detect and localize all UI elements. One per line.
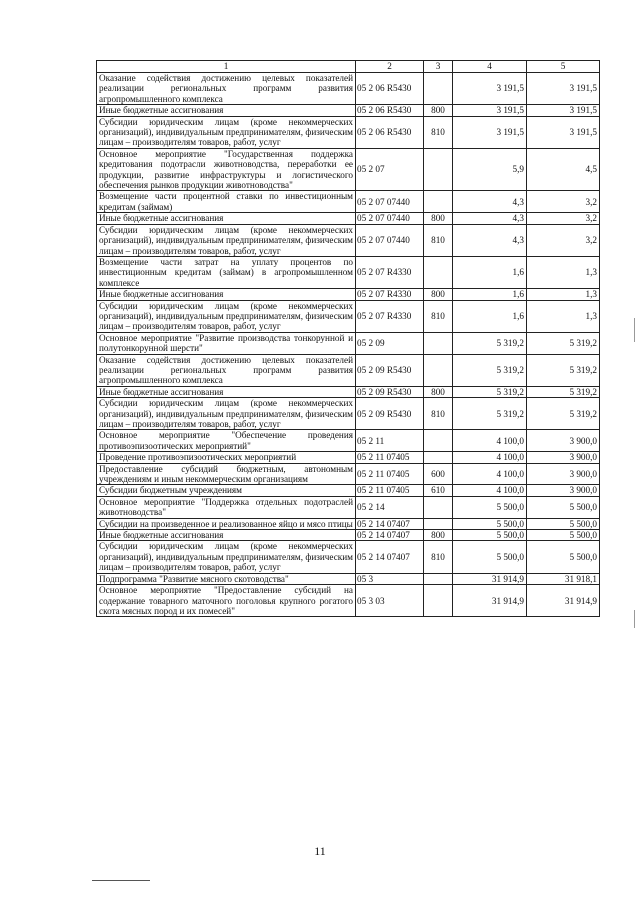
cell-amount-col4: 3 191,5 xyxy=(453,105,527,116)
cell-amount-col4: 5 319,2 xyxy=(453,354,527,386)
cell-code: 05 2 14 07407 xyxy=(356,518,424,529)
budget-table xyxy=(96,60,600,617)
cell-expense-kind: 810 xyxy=(424,116,453,148)
cell-expense-kind xyxy=(424,148,453,191)
cell-expense-kind: 810 xyxy=(424,300,453,332)
footer-divider xyxy=(92,880,150,881)
table-row xyxy=(97,585,600,617)
cell-amount-col4: 4 100,0 xyxy=(453,452,527,463)
header-col-1: 1 xyxy=(97,61,356,73)
cell-code: 05 2 11 07405 xyxy=(356,463,424,485)
cell-amount-col5: 1,3 xyxy=(527,300,600,332)
table-row xyxy=(97,148,600,191)
header-col-4: 4 xyxy=(453,61,527,73)
cell-name: Субсидии на произведенное и реализованное яйцо и мясо птицы xyxy=(97,518,356,529)
header-col-2: 2 xyxy=(356,61,424,73)
cell-code: 05 2 14 07407 xyxy=(356,530,424,541)
cell-amount-col4: 31 914,9 xyxy=(453,573,527,584)
cell-amount-col5: 3 900,0 xyxy=(527,485,600,496)
cell-expense-kind xyxy=(424,191,453,213)
cell-code: 05 2 09 R5430 xyxy=(356,354,424,386)
cell-code: 05 2 14 xyxy=(356,496,424,518)
cell-amount-col4: 31 914,9 xyxy=(453,585,527,617)
cell-amount-col5: 1,3 xyxy=(527,289,600,300)
cell-name: Иные бюджетные ассигнования xyxy=(97,386,356,397)
cell-expense-kind: 800 xyxy=(424,386,453,397)
table-row xyxy=(97,452,600,463)
cell-amount-col4: 5 500,0 xyxy=(453,541,527,573)
cell-amount-col4: 5 500,0 xyxy=(453,530,527,541)
table-row xyxy=(97,541,600,573)
cell-expense-kind: 800 xyxy=(424,105,453,116)
cell-code: 05 2 07 07440 xyxy=(356,191,424,213)
cell-code: 05 2 06 R5430 xyxy=(356,73,424,105)
cell-name: Предоставление субсидий бюджетным, автономным учреждениям и иным некоммерческим организациям xyxy=(97,463,356,485)
cell-amount-col4: 5 500,0 xyxy=(453,496,527,518)
table-row xyxy=(97,485,600,496)
cell-expense-kind: 810 xyxy=(424,398,453,430)
table-header-row xyxy=(97,61,600,73)
cell-code: 05 2 07 07440 xyxy=(356,224,424,256)
cell-amount-col5: 5 319,2 xyxy=(527,398,600,430)
cell-amount-col4: 5 319,2 xyxy=(453,386,527,397)
cell-amount-col5: 3 191,5 xyxy=(527,116,600,148)
cell-expense-kind: 610 xyxy=(424,485,453,496)
cell-amount-col4: 5 319,2 xyxy=(453,398,527,430)
cell-name: Подпрограмма "Развитие мясного скотоводства" xyxy=(97,573,356,584)
cell-amount-col5: 3 900,0 xyxy=(527,452,600,463)
cell-name: Возмещение части затрат на уплату процентов по инвестиционным кредитам (займам) в агропромышленном комплексе xyxy=(97,256,356,288)
cell-amount-col5: 4,5 xyxy=(527,148,600,191)
table-row xyxy=(97,224,600,256)
cell-code: 05 2 09 R5430 xyxy=(356,398,424,430)
cell-expense-kind xyxy=(424,452,453,463)
cell-name: Иные бюджетные ассигнования xyxy=(97,289,356,300)
cell-amount-col5: 5 319,2 xyxy=(527,386,600,397)
table-row xyxy=(97,496,600,518)
cell-amount-col5: 3 191,5 xyxy=(527,105,600,116)
cell-amount-col4: 4,3 xyxy=(453,224,527,256)
cell-expense-kind xyxy=(424,73,453,105)
cell-expense-kind xyxy=(424,496,453,518)
cell-amount-col5: 5 500,0 xyxy=(527,496,600,518)
table-row xyxy=(97,105,600,116)
cell-name: Субсидии юридическим лицам (кроме некоммерческих организаций), индивидуальным предпринимателям, физическим лицам – производителям товаров, работ, услуг xyxy=(97,224,356,256)
cell-code: 05 2 06 R5430 xyxy=(356,105,424,116)
cell-expense-kind: 800 xyxy=(424,213,453,224)
cell-code: 05 2 11 xyxy=(356,430,424,452)
cell-expense-kind: 600 xyxy=(424,463,453,485)
cell-name: Оказание содействия достижению целевых показателей реализации региональных программ развития агропромышленного комплекса xyxy=(97,73,356,105)
table-row xyxy=(97,332,600,354)
table-row xyxy=(97,398,600,430)
table-row xyxy=(97,116,600,148)
cell-code: 05 2 11 07405 xyxy=(356,452,424,463)
table-row xyxy=(97,73,600,105)
cell-amount-col4: 1,6 xyxy=(453,289,527,300)
table-row xyxy=(97,518,600,529)
cell-expense-kind: 810 xyxy=(424,224,453,256)
cell-expense-kind xyxy=(424,430,453,452)
cell-name: Основное мероприятие "Поддержка отдельных подотраслей животноводства" xyxy=(97,496,356,518)
cell-amount-col4: 4,3 xyxy=(453,191,527,213)
cell-name: Основное мероприятие "Предоставление субсидий на содержание товарного маточного поголовья крупного рогатого скота мясных пород и их помесей" xyxy=(97,585,356,617)
cell-amount-col5: 3,2 xyxy=(527,224,600,256)
cell-name: Основное мероприятие "Государственная поддержка кредитования подотрасли животноводства, переработки ее продукции, развитие инфраструктуры и логистического обеспечения рынков продукции животноводства" xyxy=(97,148,356,191)
cell-amount-col4: 1,6 xyxy=(453,256,527,288)
cell-amount-col5: 3,2 xyxy=(527,191,600,213)
cell-name: Субсидии юридическим лицам (кроме некоммерческих организаций), индивидуальным предпринимателям, физическим лицам – производителям товаров, работ, услуг xyxy=(97,541,356,573)
cell-code: 05 2 07 07440 xyxy=(356,213,424,224)
cell-amount-col5: 3 900,0 xyxy=(527,463,600,485)
table-row xyxy=(97,463,600,485)
table-row xyxy=(97,530,600,541)
cell-amount-col5: 5 500,0 xyxy=(527,530,600,541)
cell-amount-col5: 5 500,0 xyxy=(527,541,600,573)
table-body xyxy=(97,73,600,617)
header-col-5: 5 xyxy=(527,61,600,73)
cell-amount-col5: 1,3 xyxy=(527,256,600,288)
cell-code: 05 2 06 R5430 xyxy=(356,116,424,148)
header-col-3: 3 xyxy=(424,61,453,73)
cell-expense-kind xyxy=(424,256,453,288)
cell-name: Проведение противоэпизоотических мероприятий xyxy=(97,452,356,463)
cell-amount-col4: 3 191,5 xyxy=(453,116,527,148)
page-number: 11 xyxy=(314,844,326,858)
cell-expense-kind xyxy=(424,354,453,386)
cell-amount-col4: 1,6 xyxy=(453,300,527,332)
cell-name: Субсидии юридическим лицам (кроме некоммерческих организаций), индивидуальным предпринимателям, физическим лицам – производителям товаров, работ, услуг xyxy=(97,398,356,430)
cell-name: Оказание содействия достижению целевых показателей реализации региональных программ развития агропромышленного комплекса xyxy=(97,354,356,386)
cell-expense-kind xyxy=(424,585,453,617)
cell-amount-col5: 5 319,2 xyxy=(527,354,600,386)
margin-mark xyxy=(634,610,635,628)
table-row xyxy=(97,354,600,386)
cell-expense-kind xyxy=(424,573,453,584)
cell-amount-col5: 3 191,5 xyxy=(527,73,600,105)
cell-amount-col4: 5 500,0 xyxy=(453,518,527,529)
cell-code: 05 2 14 07407 xyxy=(356,541,424,573)
cell-expense-kind: 810 xyxy=(424,541,453,573)
cell-name: Основное мероприятие "Обеспечение проведения противоэпизоотических мероприятий" xyxy=(97,430,356,452)
cell-amount-col4: 4,3 xyxy=(453,213,527,224)
cell-expense-kind: 800 xyxy=(424,530,453,541)
cell-expense-kind xyxy=(424,332,453,354)
cell-amount-col4: 3 191,5 xyxy=(453,73,527,105)
cell-amount-col4: 4 100,0 xyxy=(453,430,527,452)
cell-amount-col5: 5 500,0 xyxy=(527,518,600,529)
cell-name: Субсидии бюджетным учреждениям xyxy=(97,485,356,496)
cell-code: 05 3 03 xyxy=(356,585,424,617)
table-row xyxy=(97,430,600,452)
table-row xyxy=(97,386,600,397)
cell-amount-col4: 5,9 xyxy=(453,148,527,191)
cell-code: 05 2 07 R4330 xyxy=(356,300,424,332)
cell-expense-kind: 800 xyxy=(424,289,453,300)
cell-code: 05 2 07 R4330 xyxy=(356,289,424,300)
cell-name: Субсидии юридическим лицам (кроме некоммерческих организаций), индивидуальным предпринимателям, физическим лицам – производителям товаров, работ, услуг xyxy=(97,300,356,332)
table-row xyxy=(97,300,600,332)
margin-mark xyxy=(634,318,635,342)
cell-code: 05 2 09 xyxy=(356,332,424,354)
cell-code: 05 2 07 R4330 xyxy=(356,256,424,288)
cell-name: Иные бюджетные ассигнования xyxy=(97,530,356,541)
cell-name: Основное мероприятие "Развитие производства тонкорунной и полутонкорунной шерсти" xyxy=(97,332,356,354)
table-row xyxy=(97,573,600,584)
cell-code: 05 2 07 xyxy=(356,148,424,191)
cell-name: Иные бюджетные ассигнования xyxy=(97,105,356,116)
cell-amount-col5: 3 900,0 xyxy=(527,430,600,452)
cell-name: Иные бюджетные ассигнования xyxy=(97,213,356,224)
cell-amount-col5: 3,2 xyxy=(527,213,600,224)
cell-amount-col5: 31 918,1 xyxy=(527,573,600,584)
cell-expense-kind xyxy=(424,518,453,529)
cell-code: 05 2 09 R5430 xyxy=(356,386,424,397)
table-row xyxy=(97,289,600,300)
cell-amount-col4: 5 319,2 xyxy=(453,332,527,354)
table-row xyxy=(97,256,600,288)
cell-name: Возмещение части процентной ставки по инвестиционным кредитам (займам) xyxy=(97,191,356,213)
cell-amount-col4: 4 100,0 xyxy=(453,463,527,485)
table-row xyxy=(97,191,600,213)
cell-name: Субсидии юридическим лицам (кроме некоммерческих организаций), индивидуальным предпринимателям, физическим лицам – производителям товаров, работ, услуг xyxy=(97,116,356,148)
cell-amount-col4: 4 100,0 xyxy=(453,485,527,496)
cell-code: 05 3 xyxy=(356,573,424,584)
table-row xyxy=(97,213,600,224)
cell-amount-col5: 5 319,2 xyxy=(527,332,600,354)
cell-code: 05 2 11 07405 xyxy=(356,485,424,496)
cell-amount-col5: 31 914,9 xyxy=(527,585,600,617)
